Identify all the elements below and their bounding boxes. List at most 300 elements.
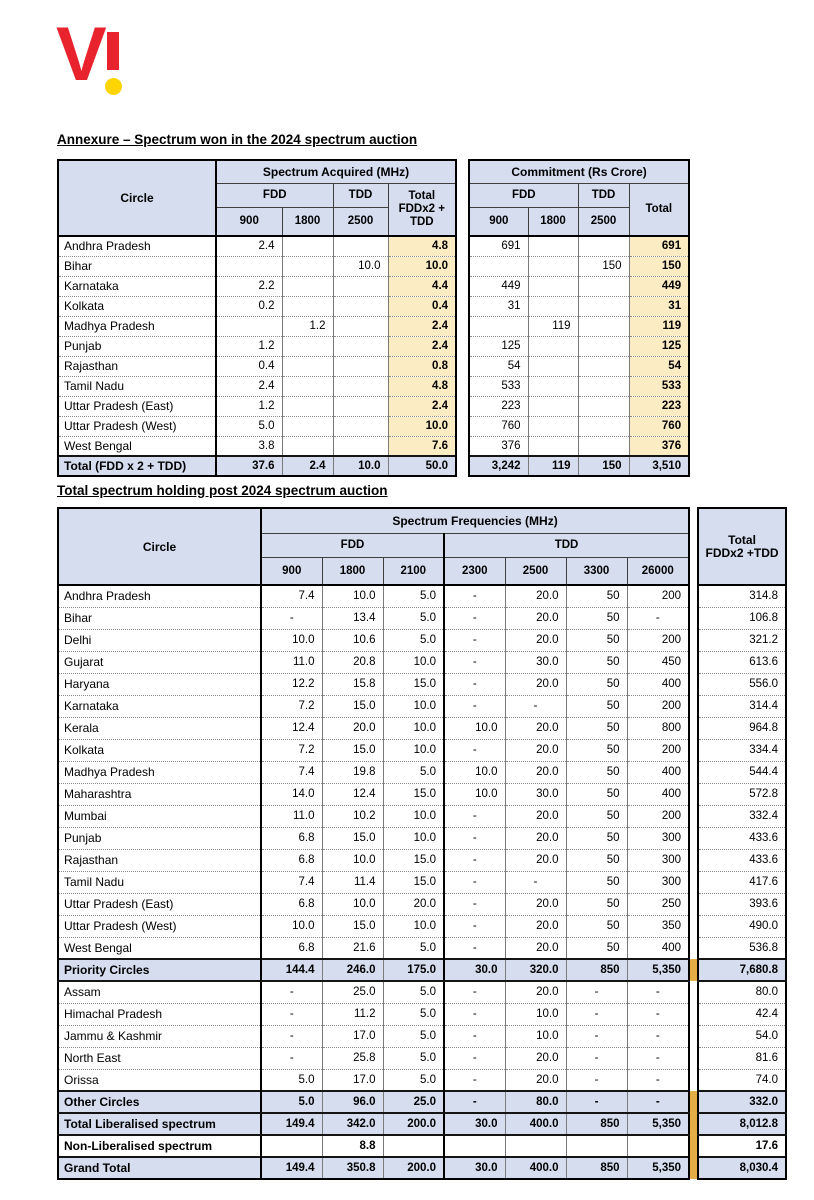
commitment-value <box>528 256 578 276</box>
table-gap-spacer <box>456 236 469 256</box>
table-row <box>58 761 786 783</box>
acquired-value <box>333 416 388 436</box>
circle-name: Andhra Pradesh <box>58 236 216 256</box>
band-value: - <box>444 849 505 871</box>
band-value: 25.0 <box>383 1091 444 1113</box>
table-gap-spacer <box>689 893 698 915</box>
band-value: 20.0 <box>505 585 566 607</box>
commitment-total: 119 <box>629 316 689 336</box>
band-value: 15.0 <box>322 739 383 761</box>
band-value: 400 <box>627 937 689 959</box>
band-value: - <box>444 805 505 827</box>
band-value: 5.0 <box>383 1003 444 1025</box>
circle-name: Karnataka <box>58 695 261 717</box>
table-gap-spacer <box>456 396 469 416</box>
table-row <box>58 296 689 316</box>
band-value: 200 <box>627 695 689 717</box>
acquired-value: 0.2 <box>216 296 282 316</box>
commitment-value <box>578 236 629 256</box>
band-value: 10.0 <box>383 827 444 849</box>
circle-name: Tamil Nadu <box>58 871 261 893</box>
band-value: 30.0 <box>444 1113 505 1135</box>
table-gap-spacer <box>689 1003 698 1025</box>
row-total: 433.6 <box>698 849 786 871</box>
band-value <box>505 1135 566 1157</box>
acquired-value <box>333 276 388 296</box>
band-value: 50 <box>566 761 627 783</box>
commitment-value <box>528 436 578 456</box>
band-value: 96.0 <box>322 1091 383 1113</box>
band-value: 80.0 <box>505 1091 566 1113</box>
acquired-value: 1.2 <box>282 316 333 336</box>
band-value: 246.0 <box>322 959 383 981</box>
band-value: 15.0 <box>383 783 444 805</box>
table-row <box>58 336 689 356</box>
commitment-value: 376 <box>469 436 528 456</box>
band-value: 10.0 <box>383 739 444 761</box>
band-value: 10.0 <box>383 915 444 937</box>
commitment-value <box>528 336 578 356</box>
band-header-1800: 1800 <box>528 207 578 236</box>
table-row <box>58 849 786 871</box>
band-value: - <box>444 1069 505 1091</box>
circle-name: Kolkata <box>58 296 216 316</box>
row-total: 393.6 <box>698 893 786 915</box>
circle-name: Kolkata <box>58 739 261 761</box>
acquired-total: 50.0 <box>388 456 456 476</box>
commitment-value <box>469 256 528 276</box>
table-row <box>58 1157 786 1179</box>
band-value: 20.0 <box>505 739 566 761</box>
acquired-value: 10.0 <box>333 456 388 476</box>
commitment-value <box>578 376 629 396</box>
band-header-2100: 2100 <box>383 557 444 585</box>
band-value: 5.0 <box>383 1069 444 1091</box>
row-total: 490.0 <box>698 915 786 937</box>
band-value: 20.0 <box>505 717 566 739</box>
band-value: 50 <box>566 937 627 959</box>
acquired-value: 2.4 <box>216 376 282 396</box>
band-value: 50 <box>566 717 627 739</box>
table-gap-spacer <box>689 585 698 607</box>
band-value: 200.0 <box>383 1113 444 1135</box>
circle-name: Bihar <box>58 256 216 276</box>
band-value: 350 <box>627 915 689 937</box>
band-value: 10.0 <box>383 695 444 717</box>
commitment-total: 691 <box>629 236 689 256</box>
commitment-value <box>528 236 578 256</box>
band-value: 10.0 <box>444 783 505 805</box>
band-value: 850 <box>566 1157 627 1179</box>
band-group-tdd: TDD <box>578 183 629 207</box>
band-value: 12.4 <box>261 717 322 739</box>
circle-name: Tamil Nadu <box>58 376 216 396</box>
circle-name: Assam <box>58 981 261 1003</box>
band-value: - <box>444 937 505 959</box>
band-value: - <box>627 1047 689 1069</box>
band-value: 17.0 <box>322 1025 383 1047</box>
total-header-line: Total <box>408 189 436 202</box>
table-gap-spacer <box>456 276 469 296</box>
band-value: 20.0 <box>505 629 566 651</box>
table-row <box>58 893 786 915</box>
commitment-value: 119 <box>528 456 578 476</box>
band-value: 5,350 <box>627 959 689 981</box>
acquired-value: 2.2 <box>216 276 282 296</box>
circle-name: Punjab <box>58 827 261 849</box>
band-header-3300: 3300 <box>566 557 627 585</box>
table-row <box>58 316 689 336</box>
commitment-value: 533 <box>469 376 528 396</box>
commitment-value: 54 <box>469 356 528 376</box>
acquired-value <box>333 356 388 376</box>
acquired-value <box>333 236 388 256</box>
circle-name: Orissa <box>58 1069 261 1091</box>
table-gap-spacer <box>689 871 698 893</box>
table-row <box>58 1091 786 1113</box>
acquired-value <box>282 376 333 396</box>
band-value: 21.6 <box>322 937 383 959</box>
acquired-value <box>333 336 388 356</box>
band-value: 450 <box>627 651 689 673</box>
table-gap-spacer <box>689 1025 698 1047</box>
band-value: 7.4 <box>261 871 322 893</box>
band-value: 5.0 <box>261 1091 322 1113</box>
row-total: 332.0 <box>698 1091 786 1113</box>
commitment-value: 691 <box>469 236 528 256</box>
table-row <box>58 396 689 416</box>
row-total: 572.8 <box>698 783 786 805</box>
table-gap-spacer <box>689 739 698 761</box>
band-value: 10.6 <box>322 629 383 651</box>
table-gap-spacer <box>689 1091 698 1113</box>
total-header-line: FDDx2 + <box>398 202 445 215</box>
band-value <box>627 1135 689 1157</box>
acquired-total: 4.4 <box>388 276 456 296</box>
band-group-fdd: FDD <box>261 533 444 557</box>
row-total: 332.4 <box>698 805 786 827</box>
band-value: 7.4 <box>261 585 322 607</box>
band-value: 7.2 <box>261 739 322 761</box>
circle-name: Priority Circles <box>58 959 261 981</box>
table-row <box>58 915 786 937</box>
band-value: - <box>444 651 505 673</box>
commitment-value: 223 <box>469 396 528 416</box>
band-value: - <box>444 871 505 893</box>
table-row <box>58 1047 786 1069</box>
band-value: 300 <box>627 871 689 893</box>
band-value: 20.0 <box>383 893 444 915</box>
row-total: 80.0 <box>698 981 786 1003</box>
band-value: 10.0 <box>322 849 383 871</box>
band-value: 10.0 <box>261 915 322 937</box>
table-row <box>58 959 786 981</box>
band-value: - <box>627 1025 689 1047</box>
acquired-value: 1.2 <box>216 396 282 416</box>
commitment-total: 223 <box>629 396 689 416</box>
circle-name: Madhya Pradesh <box>58 316 216 336</box>
commitment-total: 3,510 <box>629 456 689 476</box>
commitment-value <box>528 416 578 436</box>
group-header-spectrum-acquired: Spectrum Acquired (MHz) <box>216 160 456 183</box>
acquired-total: 10.0 <box>388 256 456 276</box>
table-row <box>58 717 786 739</box>
row-total: 8,030.4 <box>698 1157 786 1179</box>
table-gap-spacer <box>689 673 698 695</box>
band-value: 15.0 <box>383 871 444 893</box>
circle-name: North East <box>58 1047 261 1069</box>
band-value: 15.0 <box>322 827 383 849</box>
table-gap-spacer <box>456 436 469 456</box>
band-value: 10.0 <box>505 1003 566 1025</box>
band-header-2500: 2500 <box>333 207 388 236</box>
band-value: 50 <box>566 651 627 673</box>
band-value: 20.0 <box>322 717 383 739</box>
band-value: - <box>627 1069 689 1091</box>
band-value: 25.8 <box>322 1047 383 1069</box>
acquired-value <box>333 316 388 336</box>
band-value: 300 <box>627 827 689 849</box>
circle-name: Kerala <box>58 717 261 739</box>
band-value: 400.0 <box>505 1113 566 1135</box>
band-value: - <box>261 1025 322 1047</box>
table-row <box>58 356 689 376</box>
acquired-value: 0.4 <box>216 356 282 376</box>
commitment-value <box>578 416 629 436</box>
band-value: 6.8 <box>261 827 322 849</box>
acquired-value <box>282 256 333 276</box>
total-header-line: FDDx2 +TDD <box>705 545 779 560</box>
band-group-tdd: TDD <box>444 533 689 557</box>
table-row <box>58 1025 786 1047</box>
commitment-value: 31 <box>469 296 528 316</box>
table-gap-spacer <box>689 805 698 827</box>
table-gap-spacer <box>689 1135 698 1157</box>
table-row <box>58 456 689 476</box>
circle-name: Himachal Pradesh <box>58 1003 261 1025</box>
table-gap-spacer <box>689 761 698 783</box>
col-header-total-commitment: Total <box>629 183 689 236</box>
acquired-total: 0.8 <box>388 356 456 376</box>
commitment-total: 376 <box>629 436 689 456</box>
col-header-total-acquired <box>388 183 456 236</box>
band-value <box>444 1135 505 1157</box>
band-value: 50 <box>566 805 627 827</box>
table-row <box>58 739 786 761</box>
band-value: 50 <box>566 893 627 915</box>
band-value: 200 <box>627 739 689 761</box>
band-value: 5.0 <box>383 629 444 651</box>
row-total: 417.6 <box>698 871 786 893</box>
band-value: 5.0 <box>383 585 444 607</box>
band-value <box>261 1135 322 1157</box>
table-gap-spacer <box>689 651 698 673</box>
band-value: 20.0 <box>505 915 566 937</box>
band-value: - <box>261 1047 322 1069</box>
band-value: 20.0 <box>505 805 566 827</box>
circle-name: Bihar <box>58 607 261 629</box>
table-gap-spacer <box>456 256 469 276</box>
table-row <box>58 436 689 456</box>
acquired-value: 37.6 <box>216 456 282 476</box>
band-header-900: 900 <box>216 207 282 236</box>
circle-name: Uttar Pradesh (East) <box>58 396 216 416</box>
band-value: - <box>505 695 566 717</box>
band-value: 14.0 <box>261 783 322 805</box>
circle-name: Uttar Pradesh (West) <box>58 915 261 937</box>
commitment-value <box>528 376 578 396</box>
row-total: 42.4 <box>698 1003 786 1025</box>
commitment-value: 760 <box>469 416 528 436</box>
annexure-title: Annexure – Spectrum won in the 2024 spectrum auction <box>57 132 418 147</box>
band-value: 50 <box>566 695 627 717</box>
commitment-value: 150 <box>578 456 629 476</box>
band-value: 300 <box>627 849 689 871</box>
acquired-value <box>282 416 333 436</box>
circle-name: Andhra Pradesh <box>58 585 261 607</box>
band-value: 400 <box>627 783 689 805</box>
band-value: 15.0 <box>383 849 444 871</box>
band-value: 50 <box>566 783 627 805</box>
acquired-value <box>333 376 388 396</box>
col-header-total-fddx2-tdd <box>698 508 786 585</box>
band-value: - <box>444 981 505 1003</box>
table-gap-spacer <box>689 629 698 651</box>
commitment-total: 31 <box>629 296 689 316</box>
band-value: 400 <box>627 761 689 783</box>
band-value: - <box>444 673 505 695</box>
acquired-value <box>216 316 282 336</box>
commitment-value <box>528 356 578 376</box>
commitment-total: 449 <box>629 276 689 296</box>
band-value: 5.0 <box>261 1069 322 1091</box>
circle-name: Karnataka <box>58 276 216 296</box>
band-value: - <box>627 1003 689 1025</box>
band-value: - <box>444 607 505 629</box>
band-value: 850 <box>566 959 627 981</box>
band-value: 50 <box>566 739 627 761</box>
acquired-total: 4.8 <box>388 376 456 396</box>
band-value: - <box>566 981 627 1003</box>
row-total: 613.6 <box>698 651 786 673</box>
band-value: - <box>566 1069 627 1091</box>
table-gap-spacer <box>689 827 698 849</box>
band-value: 10.0 <box>505 1025 566 1047</box>
acquired-total: 4.8 <box>388 236 456 256</box>
band-value: 20.0 <box>505 607 566 629</box>
band-value <box>566 1135 627 1157</box>
band-value: 25.0 <box>322 981 383 1003</box>
acquired-total: 2.4 <box>388 336 456 356</box>
commitment-value: 119 <box>528 316 578 336</box>
band-value: 320.0 <box>505 959 566 981</box>
band-value: - <box>444 893 505 915</box>
table-row <box>58 1135 786 1157</box>
commitment-value <box>578 316 629 336</box>
commitment-value <box>578 296 629 316</box>
band-value: 50 <box>566 849 627 871</box>
table-gap-spacer <box>456 160 469 236</box>
band-value: 20.0 <box>505 1069 566 1091</box>
circle-name: Rajasthan <box>58 356 216 376</box>
band-value: 5,350 <box>627 1113 689 1135</box>
acquired-value: 3.8 <box>216 436 282 456</box>
band-header-900: 900 <box>261 557 322 585</box>
table-gap-spacer <box>689 508 698 585</box>
row-total: 74.0 <box>698 1069 786 1091</box>
table-gap-spacer <box>456 456 469 476</box>
table-row <box>58 276 689 296</box>
row-total: 106.8 <box>698 607 786 629</box>
band-value: - <box>444 827 505 849</box>
vi-logo-yellow-dot-icon <box>105 78 122 95</box>
band-value: 6.8 <box>261 937 322 959</box>
band-value: 20.0 <box>505 849 566 871</box>
band-value: - <box>566 1025 627 1047</box>
commitment-value <box>578 356 629 376</box>
acquired-value <box>333 396 388 416</box>
row-total: 544.4 <box>698 761 786 783</box>
row-total: 7,680.8 <box>698 959 786 981</box>
band-value: 149.4 <box>261 1157 322 1179</box>
row-total: 54.0 <box>698 1025 786 1047</box>
band-value: - <box>444 629 505 651</box>
circle-name: Grand Total <box>58 1157 261 1179</box>
table-row <box>58 805 786 827</box>
table-row <box>58 871 786 893</box>
table-row <box>58 256 689 276</box>
band-value: 5.0 <box>383 607 444 629</box>
band-value: 144.4 <box>261 959 322 981</box>
band-value: 6.8 <box>261 893 322 915</box>
band-value: - <box>261 1003 322 1025</box>
table-row <box>58 937 786 959</box>
circle-name: Uttar Pradesh (East) <box>58 893 261 915</box>
commitment-value <box>578 436 629 456</box>
acquired-value: 5.0 <box>216 416 282 436</box>
acquired-total: 2.4 <box>388 316 456 336</box>
band-header-2500: 2500 <box>505 557 566 585</box>
acquired-value <box>282 336 333 356</box>
spectrum-acquired-table <box>57 159 690 477</box>
band-value: - <box>444 739 505 761</box>
table-gap-spacer <box>689 695 698 717</box>
band-value: 149.4 <box>261 1113 322 1135</box>
band-header-900: 900 <box>469 207 528 236</box>
circle-name: Non-Liberalised spectrum <box>58 1135 261 1157</box>
band-value: 50 <box>566 915 627 937</box>
commitment-value <box>528 296 578 316</box>
band-value: - <box>627 1091 689 1113</box>
band-value: - <box>627 607 689 629</box>
commitment-value <box>578 276 629 296</box>
col-header-circle: Circle <box>58 160 216 236</box>
commitment-total: 125 <box>629 336 689 356</box>
band-value: 5.0 <box>383 1025 444 1047</box>
band-header-26000: 26000 <box>627 557 689 585</box>
band-value: - <box>444 1047 505 1069</box>
acquired-value <box>216 256 282 276</box>
commitment-total: 54 <box>629 356 689 376</box>
table-gap-spacer <box>689 717 698 739</box>
table-gap-spacer <box>456 416 469 436</box>
circle-name: Other Circles <box>58 1091 261 1113</box>
table-gap-spacer <box>689 607 698 629</box>
band-value: 19.8 <box>322 761 383 783</box>
circle-name: West Bengal <box>58 436 216 456</box>
total-row-label: Total (FDD x 2 + TDD) <box>58 456 216 476</box>
row-total: 433.6 <box>698 827 786 849</box>
